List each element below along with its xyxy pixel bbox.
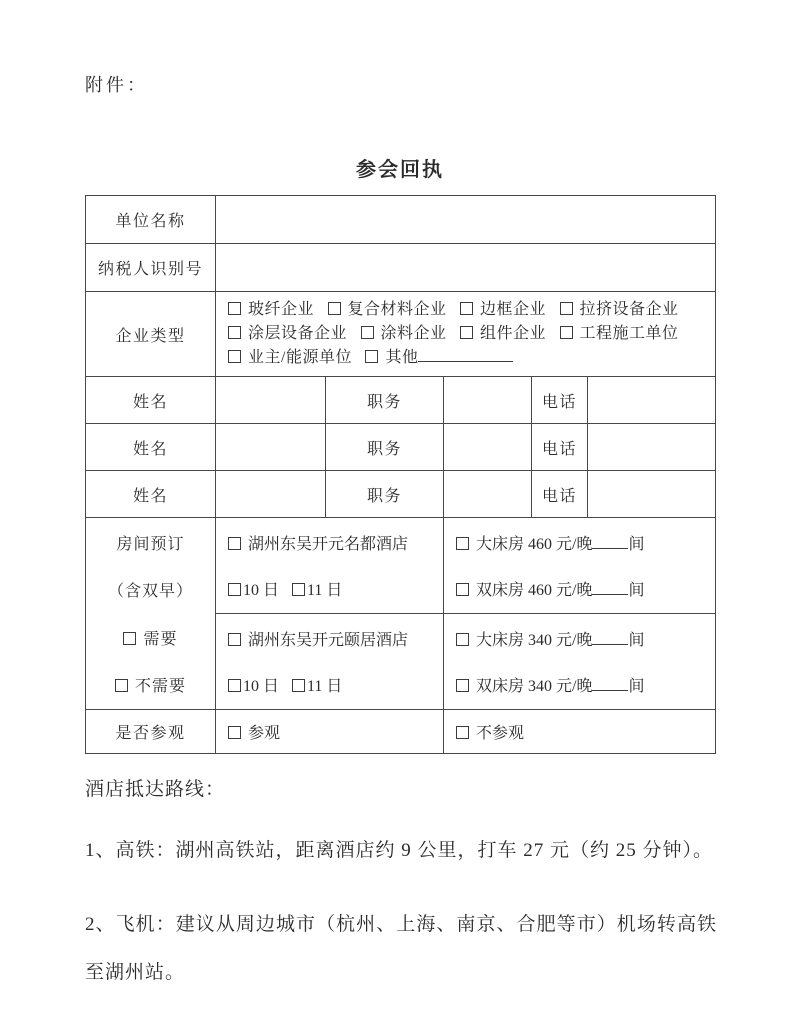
room-need-option[interactable]: 需要: [123, 626, 177, 649]
checkbox-icon: [365, 350, 378, 363]
checkbox-icon: [228, 583, 241, 596]
room-type-cell: [444, 614, 716, 710]
checkbox-icon: [560, 302, 573, 315]
visit-label: 是否参观: [86, 710, 216, 754]
name-input-cell[interactable]: [216, 424, 326, 471]
checkbox-icon: [228, 302, 241, 315]
job-title-input-cell[interactable]: [444, 377, 532, 424]
checkbox-icon: [228, 350, 241, 363]
checkbox-icon: [460, 326, 473, 339]
checkbox-icon: [456, 679, 469, 692]
enterprise-type-option[interactable]: 工程施工单位: [560, 325, 679, 342]
enterprise-type-option[interactable]: 涂料企业: [361, 325, 447, 342]
table-row: [86, 292, 716, 377]
room-count-fill-line[interactable]: [592, 581, 628, 595]
checkbox-icon: [228, 679, 241, 692]
room-booking-label-cell: [86, 518, 216, 710]
phone-input-cell[interactable]: [588, 424, 716, 471]
room-count-fill-line[interactable]: [592, 677, 628, 691]
table-row: [86, 196, 716, 244]
room-breakfast-note: （含双早）: [107, 583, 193, 601]
room-booking-label: 房间预订: [116, 536, 185, 554]
phone-input-cell[interactable]: [588, 471, 716, 518]
room-booking-row: [86, 518, 716, 614]
enterprise-type-options: [216, 292, 716, 377]
enterprise-type-option-other[interactable]: 其他: [365, 349, 513, 366]
enterprise-type-option[interactable]: 业主/能源单位: [228, 349, 352, 366]
date-option[interactable]: 11 日: [292, 678, 342, 695]
checkbox-icon: [228, 726, 241, 739]
name-input-cell[interactable]: [216, 471, 326, 518]
checkbox-icon: [456, 726, 469, 739]
checkbox-icon: [115, 679, 128, 692]
visit-no-cell: [444, 710, 716, 754]
job-title-label: 职务: [326, 377, 444, 424]
attachment-label: 附件：: [85, 75, 148, 95]
checkbox-icon: [228, 633, 241, 646]
room-type-option[interactable]: 双床房 340 元/晚 间: [456, 673, 715, 696]
checkbox-icon: [228, 326, 241, 339]
enterprise-type-option[interactable]: 涂层设备企业: [228, 325, 347, 342]
name-label: 姓名: [86, 471, 216, 518]
visit-row: [86, 710, 716, 754]
reply-form-table: [85, 195, 716, 754]
checkbox-icon: [123, 632, 136, 645]
contact-row: [86, 424, 716, 471]
checkbox-icon: [361, 326, 374, 339]
hotel-option[interactable]: 湖州东吴开元名都酒店: [228, 531, 443, 554]
other-fill-line[interactable]: [418, 348, 513, 362]
room-count-fill-line[interactable]: [592, 535, 628, 549]
visit-no-option[interactable]: 不参观: [456, 725, 524, 742]
unit-name-label: 单位名称: [86, 196, 216, 244]
checkbox-icon: [228, 537, 241, 550]
checkbox-icon: [292, 583, 305, 596]
contact-row: [86, 471, 716, 518]
room-type-option[interactable]: 大床房 460 元/晚 间: [456, 531, 715, 554]
phone-input-cell[interactable]: [588, 377, 716, 424]
enterprise-type-option[interactable]: 复合材料企业: [328, 301, 447, 318]
job-title-input-cell[interactable]: [444, 424, 532, 471]
phone-label: 电话: [532, 424, 588, 471]
job-title-label: 职务: [326, 471, 444, 518]
visit-yes-option[interactable]: 参观: [228, 725, 280, 742]
enterprise-type-option[interactable]: 拉挤设备企业: [560, 301, 679, 318]
enterprise-type-option[interactable]: 玻纤企业: [228, 301, 314, 318]
taxpayer-id-label: 纳税人识别号: [86, 244, 216, 292]
visit-yes-cell: [216, 710, 444, 754]
hotel-option[interactable]: 湖州东吴开元颐居酒店: [228, 627, 443, 650]
checkbox-icon: [456, 537, 469, 550]
checkbox-icon: [328, 302, 341, 315]
table-row: [86, 244, 716, 292]
page-title: 参会回执: [356, 159, 444, 181]
unit-name-input-cell[interactable]: [216, 196, 716, 244]
contact-row: [86, 377, 716, 424]
job-title-label: 职务: [326, 424, 444, 471]
checkbox-icon: [456, 583, 469, 596]
hotel-dates: [228, 673, 443, 696]
directions-item-plane: 2、飞机：建议从周边城市（杭州、上海、南京、合肥等市）机场转高铁至湖州站。: [85, 914, 717, 983]
job-title-input-cell[interactable]: [444, 471, 532, 518]
enterprise-type-option[interactable]: 组件企业: [460, 325, 546, 342]
room-no-need-option[interactable]: 不需要: [115, 673, 186, 696]
hotel-dates: [228, 577, 443, 600]
checkbox-icon: [560, 326, 573, 339]
checkbox-icon: [456, 633, 469, 646]
checkbox-icon: [460, 302, 473, 315]
name-label: 姓名: [86, 424, 216, 471]
room-type-option[interactable]: 双床房 460 元/晚 间: [456, 577, 715, 600]
hotel-cell: [216, 614, 444, 710]
phone-label: 电话: [532, 377, 588, 424]
room-type-option[interactable]: 大床房 340 元/晚 间: [456, 627, 715, 650]
phone-label: 电话: [532, 471, 588, 518]
hotel-directions: [85, 774, 717, 997]
enterprise-type-option[interactable]: 边框企业: [460, 301, 546, 318]
enterprise-type-label: 企业类型: [86, 292, 216, 377]
directions-item-train: 1、高铁：湖州高铁站，距离酒店约 9 公里，打车 27 元（约 25 分钟）。: [85, 840, 714, 861]
taxpayer-id-input-cell[interactable]: [216, 244, 716, 292]
date-option[interactable]: 10 日: [228, 678, 279, 695]
hotel-cell: [216, 518, 444, 614]
name-label: 姓名: [86, 377, 216, 424]
room-count-fill-line[interactable]: [592, 631, 628, 645]
date-option[interactable]: 10 日: [228, 582, 279, 599]
room-type-cell: [444, 518, 716, 614]
date-option[interactable]: 11 日: [292, 582, 342, 599]
checkbox-icon: [292, 679, 305, 692]
name-input-cell[interactable]: [216, 377, 326, 424]
directions-heading: 酒店抵达路线：: [85, 779, 226, 800]
